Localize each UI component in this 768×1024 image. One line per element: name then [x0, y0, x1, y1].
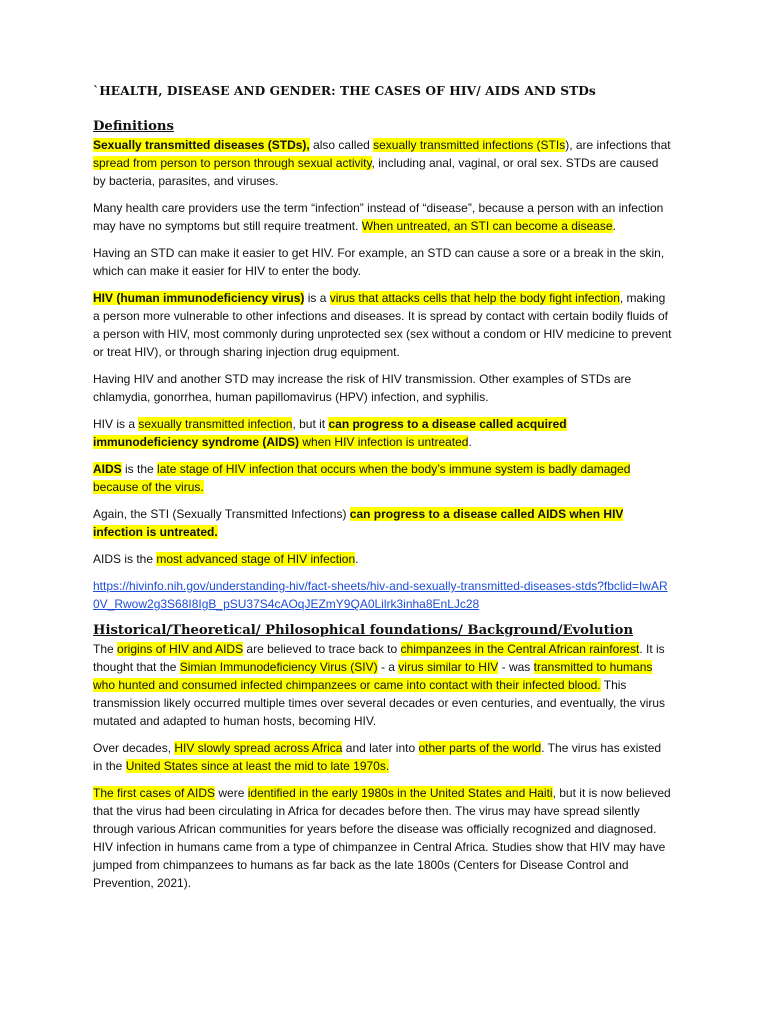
- text: ), are infections that: [565, 138, 671, 152]
- definitions-heading: Definitions: [93, 119, 174, 134]
- source-link-paragraph: [93, 577, 672, 613]
- text: .: [468, 435, 472, 449]
- highlight: origins of HIV and AIDS: [117, 642, 244, 656]
- source-link[interactable]: https://hivinfo.nih.gov/understanding-hiv/fact-sheets/hiv-and-sexually-transmitted-diseases-stds?fbclid=IwAR0V_Rwow2g3S68I8IgB_pSU37S4cAOqJEZmY9QA0Lilrk3inha8EnLJc28: [93, 579, 668, 611]
- text: , including anal, vaginal, or oral sex. STDs are caused by bacteria, parasites, and viruses.: [93, 156, 659, 188]
- highlight: HIV (human immunodeficiency virus): [93, 291, 305, 305]
- text: . The virus has existed in the: [93, 741, 662, 773]
- text: Again, the STI (Sexually Transmitted Infections): [93, 507, 350, 521]
- highlight: sexually transmitted infections (STIs: [373, 138, 566, 152]
- text: HIV is a: [93, 417, 139, 431]
- text: . It is thought that the: [93, 642, 665, 674]
- highlight: when HIV infection is untreated: [299, 435, 469, 449]
- highlight: spread from person to person through sexual activity: [93, 156, 372, 170]
- history-heading: Historical/Theoretical/ Philosophical foundations/ Background/Evolution: [93, 623, 634, 638]
- text: were: [215, 786, 248, 800]
- highlight: sexually transmitted infection: [138, 417, 293, 431]
- text: This transmission likely occurred multiple times over several decades or even centuries, and eventually, the virus mutated and adapted to human hosts, becoming HIV.: [93, 678, 666, 728]
- text: Over decades,: [93, 741, 175, 755]
- text: .: [612, 219, 616, 233]
- highlight: can progress to a disease called AIDS when HIV infection is untreated.: [93, 507, 624, 539]
- text: .: [355, 552, 359, 566]
- highlight: Simian Immunodeficiency Virus (SIV): [179, 660, 378, 674]
- document-title: `HEALTH, DISEASE AND GENDER: THE CASES OF HIV/ AIDS AND STDs: [93, 84, 596, 98]
- highlight: chimpanzees in the Central African rainforest: [400, 642, 640, 656]
- highlight: AIDS: [93, 462, 122, 476]
- definitions-paragraph-4: [93, 289, 672, 361]
- definitions-paragraph-9: [93, 550, 672, 568]
- highlight: transmitted to humans who hunted and consumed infected chimpanzees or came into contact with their infected blood.: [93, 660, 653, 692]
- text: , making a person more vulnerable to other infections and diseases. It is spread by contact with certain bodily fluids of a person with HIV, most commonly during unprotected sex (sex without a condom or HIV medicine to prevent or treat HIV), or through sharing injection drug equipment.: [93, 291, 672, 359]
- text: , but it is now believed that the virus had been circulating in Africa for decades before then. The virus may have spread silently through various African communities for years before the disease was officially recognized and diagnosed. HIV infection in humans came from a type of chimpanzee in Central Africa. Studies show that HIV may have jumped from chimpanzees to humans as far back as the late 1800s (Centers for Disease Control and Prevention, 2021).: [93, 786, 671, 890]
- definitions-paragraph-7: [93, 460, 672, 496]
- text: - was: [498, 660, 534, 674]
- text: and later into: [342, 741, 419, 755]
- highlight: HIV slowly spread across Africa: [174, 741, 343, 755]
- highlight: late stage of HIV infection that occurs when the body’s immune system is badly damaged because of the virus.: [93, 462, 631, 494]
- highlight: can progress to a disease called acquired immunodeficiency syndrome (AIDS): [93, 417, 567, 449]
- definitions-paragraph-6: [93, 415, 672, 451]
- highlight: identified in the early 1980s in the United States and Haiti: [247, 786, 553, 800]
- text: The: [93, 642, 118, 656]
- text: - a: [377, 660, 399, 674]
- history-paragraph-2: [93, 739, 672, 775]
- definitions-paragraph-1: [93, 136, 672, 190]
- highlight: virus similar to HIV: [398, 660, 499, 674]
- text: , but it: [292, 417, 329, 431]
- highlight: Sexually transmitted diseases (STDs),: [93, 138, 310, 152]
- text: Many health care providers use the term “infection” instead of “disease”, because a person with an infection may have no symptoms but still require treatment.: [93, 201, 664, 233]
- text: also called: [309, 138, 374, 152]
- text: AIDS is the: [93, 552, 157, 566]
- history-paragraph-1: [93, 640, 672, 730]
- text: are believed to trace back to: [243, 642, 401, 656]
- text: is a: [304, 291, 330, 305]
- text: is the: [121, 462, 158, 476]
- definitions-paragraph-5: Having HIV and another STD may increase the risk of HIV transmission. Other examples of STDs are chlamydia, gonorrhea, human papillomavirus (HPV) infection, and syphilis.: [93, 372, 632, 404]
- highlight: The first cases of AIDS: [93, 786, 216, 800]
- definitions-paragraph-2: [93, 199, 672, 235]
- highlight: most advanced stage of HIV infection: [156, 552, 356, 566]
- highlight: When untreated, an STI can become a disease: [361, 219, 613, 233]
- definitions-paragraph-8: [93, 505, 672, 541]
- definitions-paragraph-3: Having an STD can make it easier to get HIV. For example, an STD can cause a sore or a break in the skin, which can make it easier for HIV to enter the body.: [93, 246, 665, 278]
- highlight: United States since at least the mid to late 1970s.: [125, 759, 390, 773]
- history-paragraph-3: [93, 784, 672, 892]
- highlight: other parts of the world: [418, 741, 542, 755]
- highlight: virus that attacks cells that help the body fight infection: [329, 291, 620, 305]
